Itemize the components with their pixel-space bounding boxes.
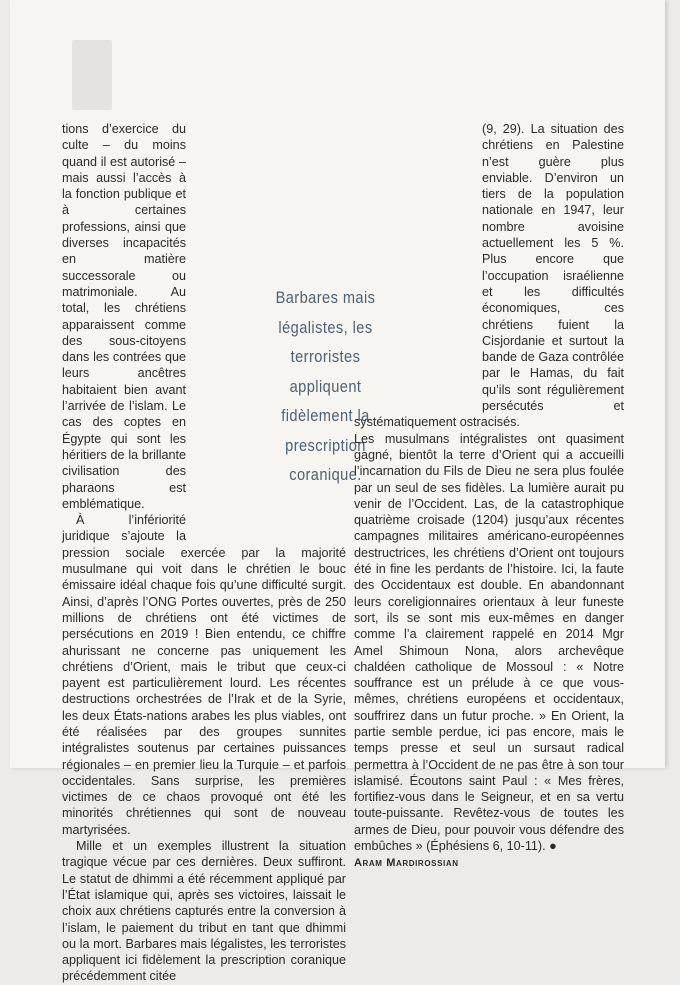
paragraph-3: Mille et un exemples illustrent la situation tragique vécue par ces dernières. Deux suffiront. Le statut de dhimmi a été récemment appliqué par l’État islamique qui, après ses victoires, laissait le choix aux chrétiens capturés entre la conversion à l’islam, le paiement du tribut en tant que dhimmi ou la mort. Barbares mais légalistes, les terroristes appliquent ici fidèlement la prescription coranique précédemment citée — [62, 839, 346, 984]
magazine-page — [10, 0, 665, 984]
author-signature: Aram Mardirossian — [354, 857, 459, 870]
paragraph-5: Les musulmans intégralistes ont quasiment gagné, bientôt la terre d’Orient qui a accueilli l’incarnation du Fils de Dieu ne sera plus foulée par un seul de ses fidèles. La lumière aurait pu venir de l’Occident. Las, de la catastrophique quatrième croisade (1204) jusqu’aux récentes campagnes militaires américano-européennes destructrices, les chrétiens d’Orient ont toujours été in fine les perdants de l’histoire. Ici, la faute des Occidentaux est double. En abandonnant leurs coreligionnaires orientaux à leur funeste sort, ils se sont mis eux-mêmes en danger comme l’a clairement rappelé en 2014 Mgr Amel Shimoun Nona, alors archevêque chaldéen catholique de Mossoul : « Notre souffrance est un prélude à ce que vous-mêmes, chrétiens européens et occidentaux, souffrirez dans un futur proche. » En Orient, la partie semble perdue, ici pas encore, mais le temps presse et seul un sursaut radical permettra à l’Occident de ne pas être à son tour islamisé. Écoutons saint Paul : « Mes frères, fortifiez-vous dans le Seigneur, et en sa vertu toute-puissante. Revêtez-vous de toutes les armes de Dieu, pour pouvoir vous défendre des embûches » (Éphésiens 6, 10-11). ● — [354, 431, 624, 854]
paragraph-4: (9, 29). La situation des chrétiens en Palestine n’est guère plus enviable. D’environ un tiers de la population nationale en 1947, leur nombre avoisine actuellement les 5 %. Plus encore que l’occupation israélienne et les difficultés économiques, ces chrétiens fuient la Cisjordanie et surtout la bande de Gaza contrôlée par le Hamas, du fait qu’ils sont régulièrement persécutés et systématiquement ostracisés. — [354, 122, 624, 430]
faded-logo-block — [72, 40, 112, 110]
pull-quote: Barbares mais légalistes, les terroristes appliquent fidèlement la prescription coranique. — [275, 288, 376, 484]
article-left-column — [62, 121, 346, 985]
paragraph-2: À l’infériorité juridique s’ajoute la pression sociale exercée par la majorité musulmane qui voit dans le chrétien le bouc émissaire idéal chaque fois qu’une difficulté surgit. Ainsi, d’après l’ONG Portes ouvertes, près de 250 millions de chrétiens ont été victimes de persécutions en 2019 ! Bien entendu, ce chiffre ahurissant ne concerne pas uniquement les chrétiens d’Orient, mais le tribut que ceux-ci payent est particulièrement lourd. Les récentes destructions orchestrées de l’Irak et de la Syrie, les deux États-nations arabes les plus viables, ont été réalisées par des groupes sunnites intégralistes soutenus par certaines puissances régionales – en premier lieu la Turquie – et parfois occidentales. Sans surprise, les premières victimes de ce chaos provoqué ont été les minorités chrétiennes qui sont de nouveau martyrisées. — [62, 513, 346, 837]
paragraph-1: tions d’exercice du culte – du moins quand il est autorisé – mais aussi l’accès à la fonction publique et à certaines professions, ainsi que diverses incapacités en matière successorale ou matrimoniale. Au total, les chrétiens apparaissent comme des sous-citoyens dans les contrées que leurs ancêtres habitaient bien avant l’arrivée de l’islam. Le cas des coptes en Égypte qui sont les héritiers de la brillante civilisation des pharaons est emblématique. — [62, 122, 186, 511]
article-right-column — [354, 121, 624, 872]
